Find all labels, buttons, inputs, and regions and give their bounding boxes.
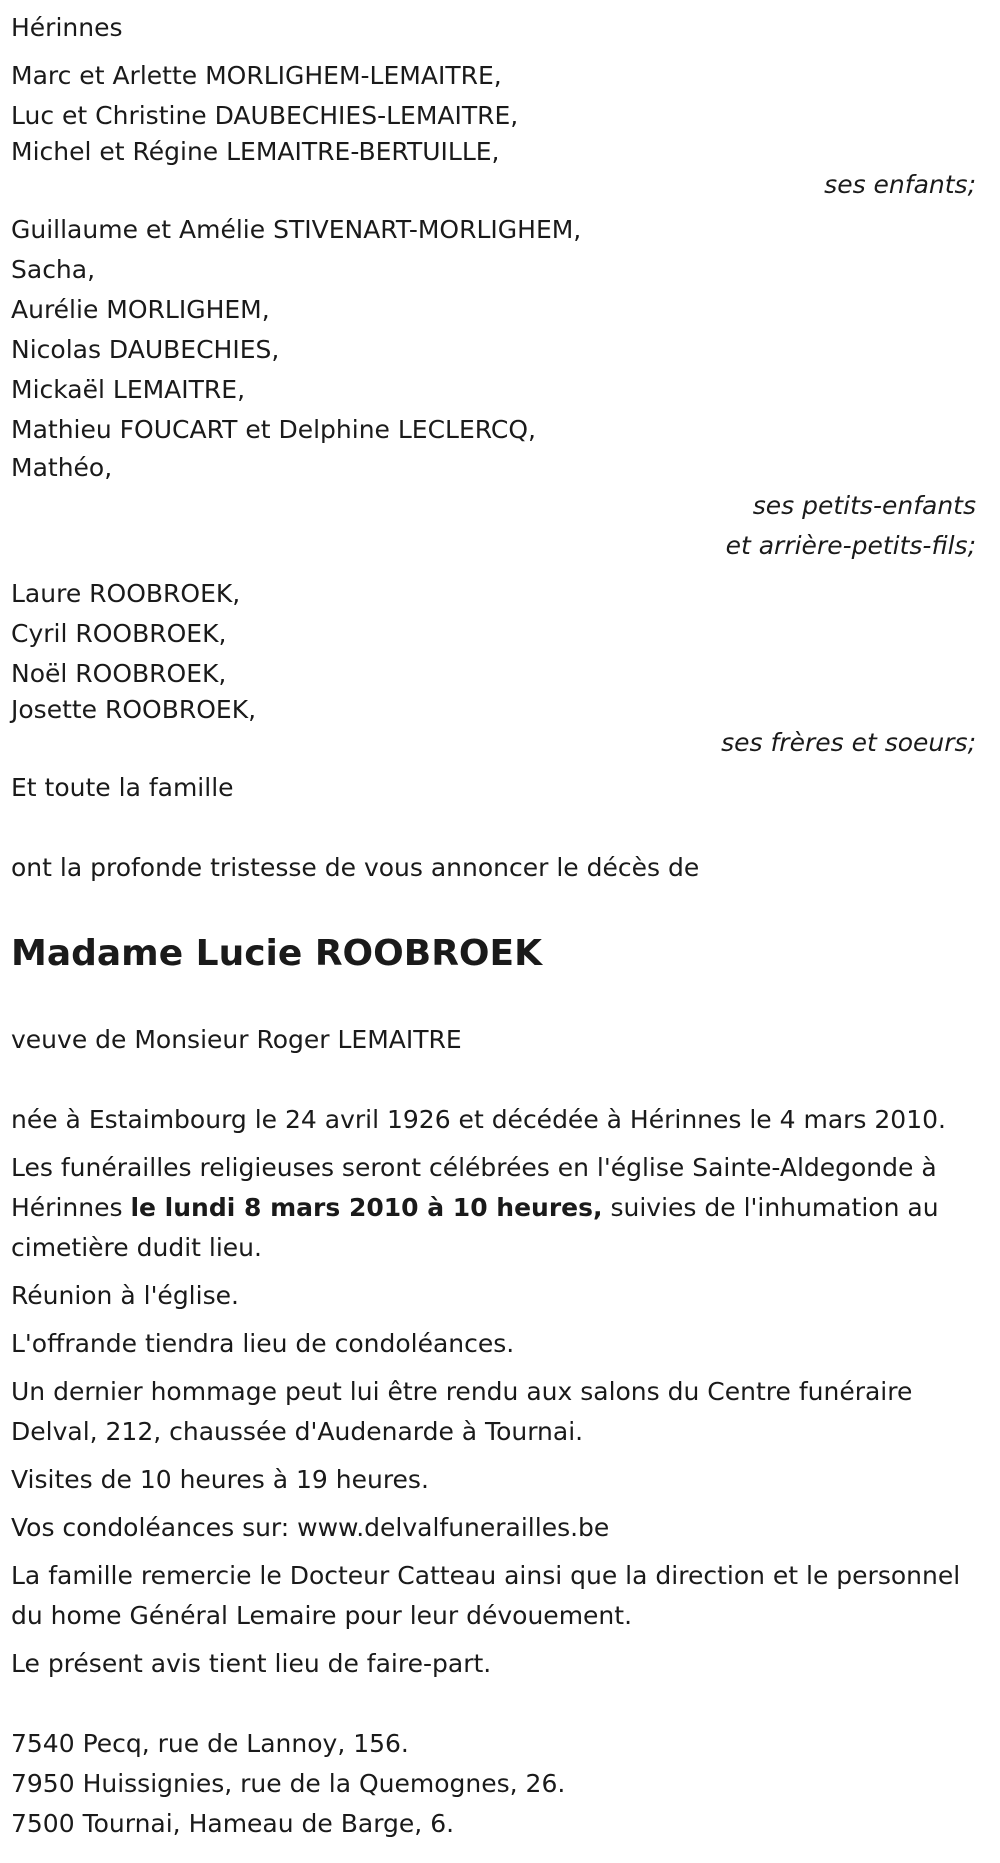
notice-text: Le présent avis tient lieu de faire-part. [11, 1649, 492, 1678]
visits-text: Visites de 10 heures à 19 heures. [11, 1465, 429, 1494]
address-line: 7950 Huissignies, rue de la Quemognes, 26. [11, 1769, 566, 1798]
grandchild-name: Nicolas DAUBECHIES, [11, 335, 280, 364]
address-line: 7540 Pecq, rue de Lannoy, 156. [11, 1729, 409, 1758]
address-line: 7500 Tournai, Hameau de Barge, 6. [11, 1809, 455, 1838]
widow-of-text: veuve de Monsieur Roger LEMAITRE [11, 1025, 462, 1054]
offering-text: L'offrande tiendra lieu de condoléances. [11, 1329, 515, 1358]
children-section [11, 56, 980, 202]
grandchild-name: Aurélie MORLIGHEM, [11, 295, 270, 324]
sibling-name: Josette ROOBROEK, [11, 695, 257, 724]
meeting-text: Réunion à l'église. [11, 1281, 239, 1310]
grandchild-name: Mickaël LEMAITRE, [11, 375, 246, 404]
grandchildren-role-line1: ses petits-enfants [752, 491, 976, 520]
sibling-name: Cyril ROOBROEK, [11, 619, 227, 648]
child-name: Michel et Régine LEMAITRE-BERTUILLE, [11, 137, 500, 166]
sibling-name: Laure ROOBROEK, [11, 579, 241, 608]
grandchildren-role-line2: et arrière-petits-fils; [725, 531, 976, 560]
addresses-section [11, 1724, 980, 1844]
funeral-text-after: suivies de l'inhumation au cimetière dudit lieu. [11, 1193, 939, 1262]
siblings-role: ses frères et soeurs; [721, 728, 976, 757]
sibling-name: Noël ROOBROEK, [11, 659, 227, 688]
grandchild-name: Sacha, [11, 255, 96, 284]
condolences-text: Vos condoléances sur: www.delvalfunerailles.be [11, 1513, 610, 1542]
grandchild-name: Guillaume et Amélie STIVENART-MORLIGHEM, [11, 215, 582, 244]
grandchild-name: Mathéo, [11, 453, 113, 482]
announcement-text: ont la profonde tristesse de vous annoncer le décès de [11, 853, 700, 882]
funeral-text-before: Les funérailles religieuses seront célébrées en l'église Sainte-Aldegonde à Hérinnes [11, 1153, 937, 1222]
siblings-section [11, 574, 980, 760]
location-heading: Hérinnes [11, 13, 123, 42]
grandchild-name: Mathieu FOUCART et Delphine LECLERCQ, [11, 415, 536, 444]
tribute-text: Un dernier hommage peut lui être rendu aux salons du Centre funéraire Delval, 212, chaussée d'Audenarde à Tournai. [11, 1377, 913, 1446]
child-name: Marc et Arlette MORLIGHEM-LEMAITRE, [11, 61, 502, 90]
funeral-date-bold: le lundi 8 mars 2010 à 10 heures, [130, 1193, 603, 1222]
deceased-name: Madame Lucie ROOBROEK [11, 933, 543, 974]
thanks-text: La famille remercie le Docteur Catteau ainsi que la direction et le personnel du home Général Lemaire pour leur dévouement. [11, 1561, 961, 1630]
child-name: Luc et Christine DAUBECHIES-LEMAITRE, [11, 101, 519, 130]
birth-death-text: née à Estaimbourg le 24 avril 1926 et décédée à Hérinnes le 4 mars 2010. [11, 1105, 946, 1134]
family-line: Et toute la famille [11, 773, 234, 802]
children-role: ses enfants; [824, 170, 976, 199]
funeral-paragraph [11, 1148, 980, 1268]
grandchildren-section [11, 210, 980, 566]
